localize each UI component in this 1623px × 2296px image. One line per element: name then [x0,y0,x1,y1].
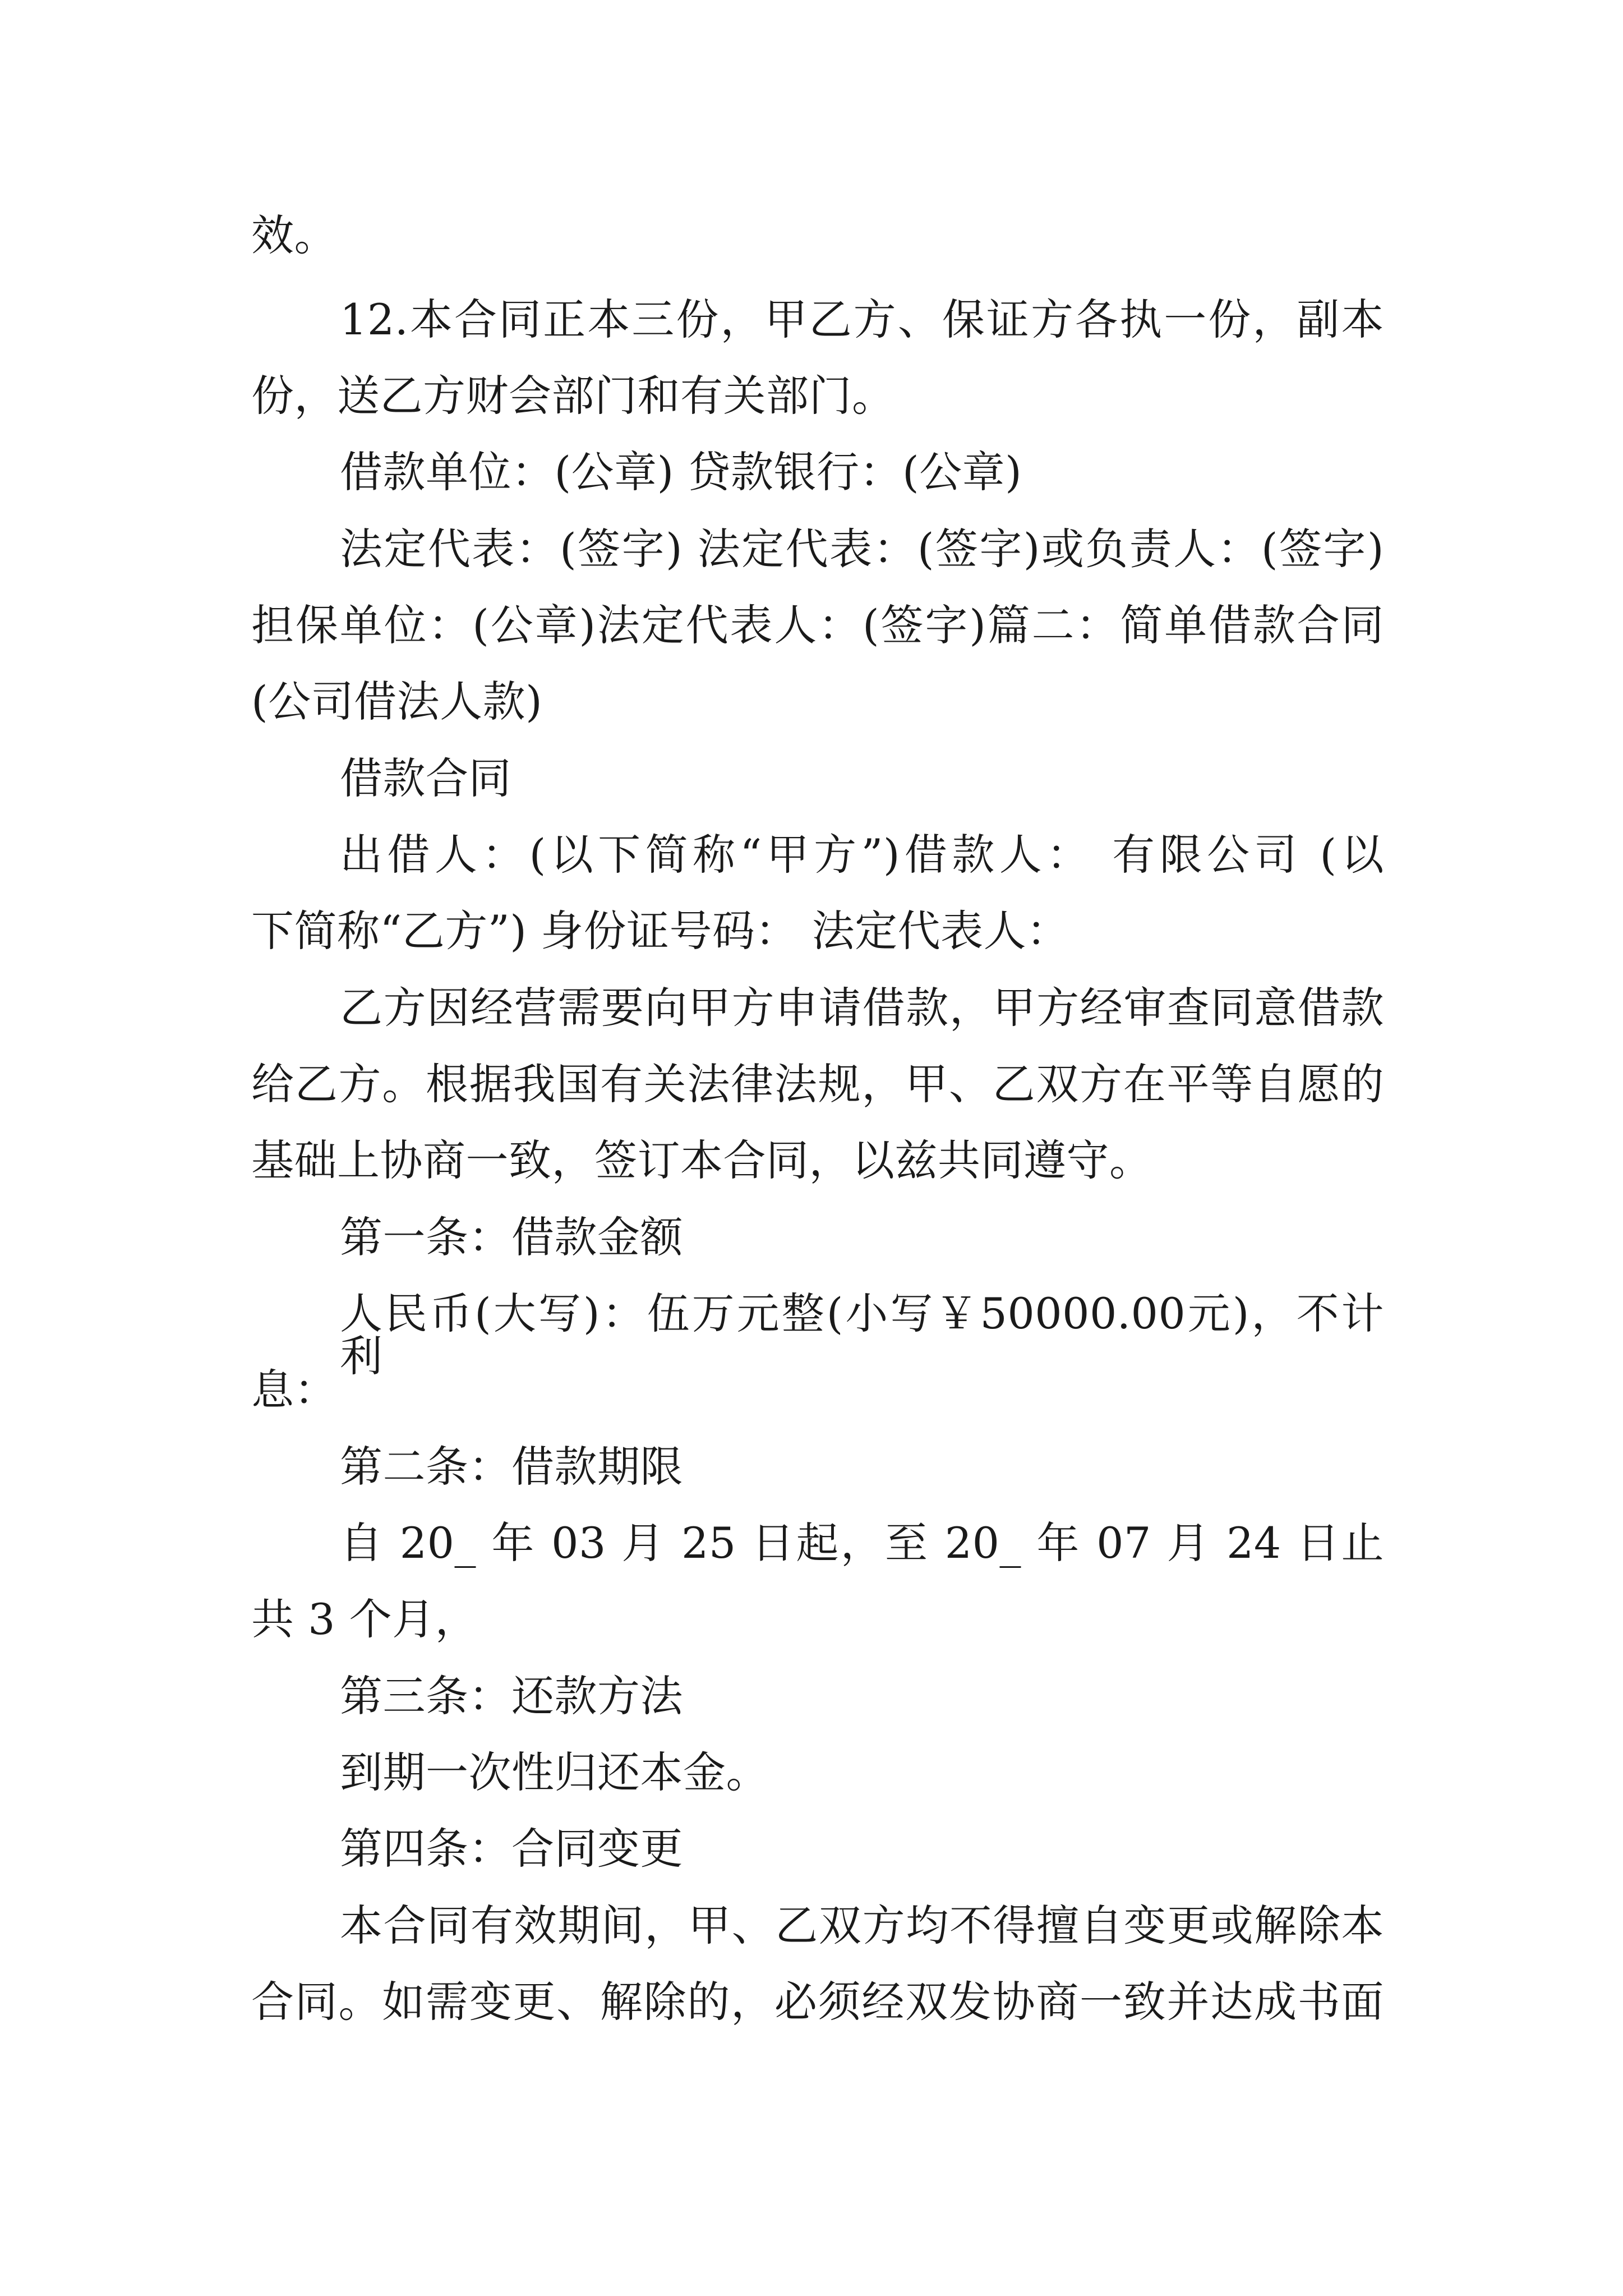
article-heading: 第一条：借款金额 [340,1212,683,1262]
text-line: 息： [251,1365,337,1415]
text-line: 给乙方。根据我国有关法律法规，甲、乙双方在平等自愿的 [251,1059,1384,1109]
text-line: 基础上协商一致，签订本合同，以兹共同遵守。 [251,1135,1152,1185]
text-line: 下简称“乙方”) 身份证号码： 法定代表人： [251,906,1069,956]
text-line: 份，送乙方财会部门和有关部门。 [251,371,895,421]
text-line: 借款单位：(公章) 贷款银行：(公章) [340,447,1022,497]
text-line: 合同。如需变更、解除的，必须经双发协商一致并达成书面 [251,1977,1384,2027]
article-heading: 第三条：还款方法 [340,1671,683,1721]
section-heading: 借款合同 [340,753,511,803]
article-heading: 第四条：合同变更 [340,1824,683,1874]
text-line: (公司借法人款) [251,677,543,726]
text-line: 担保单位：(公章)法定代表人：(签字)篇二：简单借款合同 [251,600,1384,650]
text-line: 到期一次性归还本金。 [340,1747,769,1797]
text-line: 效。 [251,210,337,260]
text-line: 法定代表：(签字) 法定代表：(签字)或负责人：(签字) [340,524,1384,574]
text-line: 12.本合同正本三份，甲乙方、保证方各执一份，副本 [340,295,1384,344]
text-line: 出借人：(以下简称“甲方”)借款人： 有限公司 (以 [340,830,1384,880]
text-line: 共 3 个月， [251,1594,478,1644]
text-line: 本合同有效期间，甲、乙双方均不得擅自变更或解除本 [340,1901,1384,1950]
article-heading: 第二条：借款期限 [340,1442,683,1492]
text-line: 人民币(大写)：伍万元整(小写￥50000.00元)，不计利 [340,1289,1384,1381]
text-line: 乙方因经营需要向甲方申请借款，甲方经审查同意借款 [340,983,1384,1033]
text-line: 自 20_ 年 03 月 25 日起，至 20_ 年 07 月 24 日止 [340,1518,1384,1568]
